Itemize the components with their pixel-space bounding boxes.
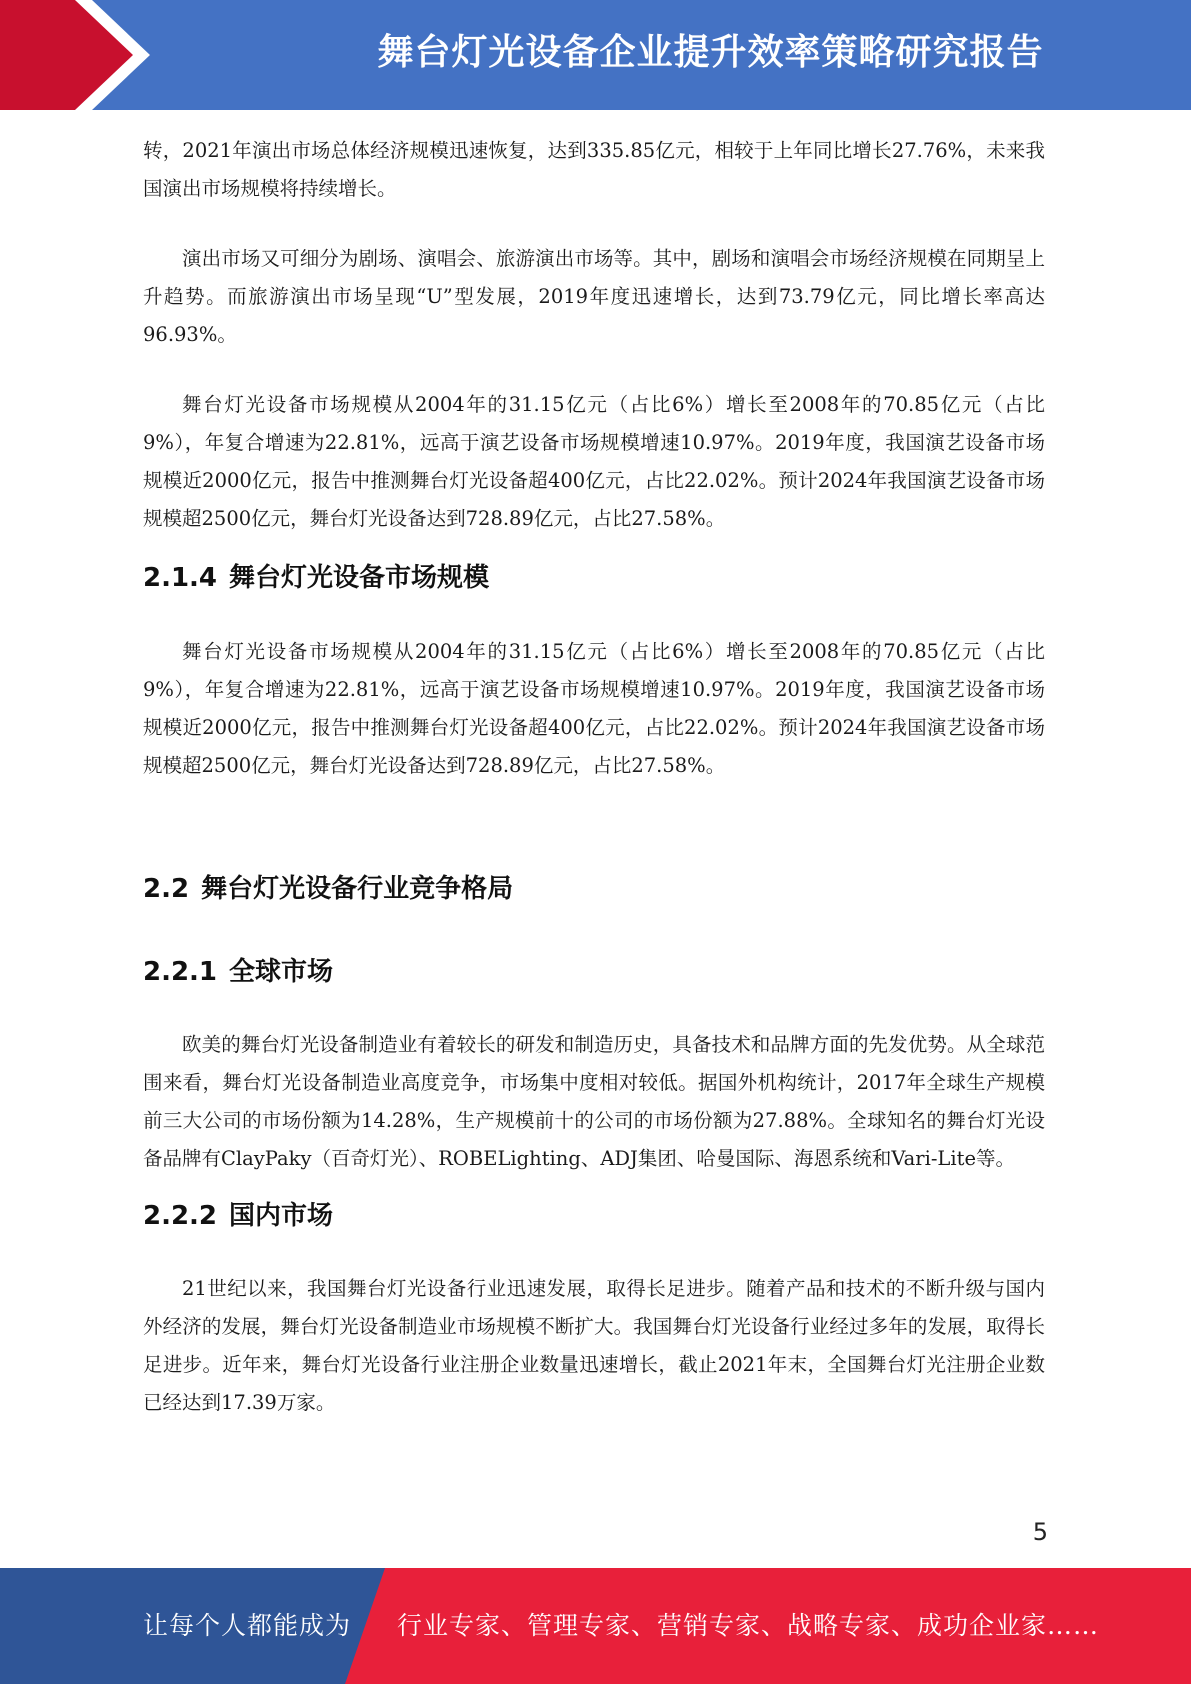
page-header [0, 0, 1191, 110]
page-footer [0, 1568, 1191, 1684]
page-content [143, 132, 1045, 1422]
footer-slogan-right: 行业专家、管理专家、营销专家、战略专家、成功企业家…… [397, 1611, 1100, 1640]
section-title: 国内市场 [229, 1201, 334, 1231]
paragraph-lighting-market-size-repeat: 舞台灯光设备市场规模从2004年的31.15亿元（占比6%）增长至2008年的70.85亿元（占比9%），年复合增速为22.81%，远高于演艺设备市场规模增速10.97%。2019年度，我国演艺设备市场规模近2000亿元，报告中推测舞台灯光设备超400亿元，占比22.02%。预计2024年我国演艺设备市场规模超2500亿元，舞台灯光设备达到728.89亿元，占比27.58%。 [143, 640, 1045, 777]
section-number: 2.1.4 [143, 563, 218, 593]
paragraph-global-market: 欧美的舞台灯光设备制造业有着较长的研发和制造历史，具备技术和品牌方面的先发优势。从全球范围来看，舞台灯光设备制造业高度竞争，市场集中度相对较低。据国外机构统计，2017年全球生产规模前三大公司的市场份额为14.28%，生产规模前十的公司的市场份额为27.88%。全球知名的舞台灯光设备品牌有ClayPaky（百奇灯光）、ROBELighting、ADJ集团、哈曼国际、海恩系统和Vari-Lite等。 [143, 1033, 1045, 1170]
header-arrow-decoration [0, 0, 160, 110]
paragraph-market-segments: 演出市场又可细分为剧场、演唱会、旅游演出市场等。其中，剧场和演唱会市场经济规模在同期呈上升趋势。而旅游演出市场呈现“U”型发展，2019年度迅速增长，达到73.79亿元，同比增长率高达96.93%。 [143, 247, 1045, 346]
section-heading-2-2-1 [143, 952, 1045, 992]
section-title: 舞台灯光设备行业竞争格局 [201, 874, 514, 904]
section-title: 全球市场 [229, 957, 334, 987]
section-number: 2.2.1 [143, 957, 218, 987]
section-title: 舞台灯光设备市场规模 [229, 563, 490, 593]
page-number: 5 [1032, 1518, 1048, 1546]
paragraph-lighting-market-size: 舞台灯光设备市场规模从2004年的31.15亿元（占比6%）增长至2008年的70.85亿元（占比9%），年复合增速为22.81%，远高于演艺设备市场规模增速10.97%。2019年度，我国演艺设备市场规模近2000亿元，报告中推测舞台灯光设备超400亿元，占比22.02%。预计2024年我国演艺设备市场规模超2500亿元，舞台灯光设备达到728.89亿元，占比27.58%。 [143, 393, 1045, 530]
section-number: 2.2 [143, 874, 190, 904]
paragraph-market-recovery: 转，2021年演出市场总体经济规模迅速恢复，达到335.85亿元，相较于上年同比增长27.76%，未来我国演出市场规模将持续增长。 [143, 139, 1045, 200]
report-title: 舞台灯光设备企业提升效率策略研究报告 [377, 32, 1044, 73]
section-heading-2-2-2 [143, 1196, 1045, 1236]
paragraph-domestic-market: 21世纪以来，我国舞台灯光设备行业迅速发展，取得长足进步。随着产品和技术的不断升级与国内外经济的发展，舞台灯光设备制造业市场规模不断扩大。我国舞台灯光设备行业经过多年的发展，取得长足进步。近年来，舞台灯光设备行业注册企业数量迅速增长，截止2021年末，全国舞台灯光注册企业数已经达到17.39万家。 [143, 1277, 1045, 1414]
footer-slogan-left: 让每个人都能成为 [143, 1611, 352, 1640]
section-heading-2-2 [143, 869, 1045, 909]
section-heading-2-1-4 [143, 558, 1045, 598]
section-number: 2.2.2 [143, 1201, 218, 1231]
